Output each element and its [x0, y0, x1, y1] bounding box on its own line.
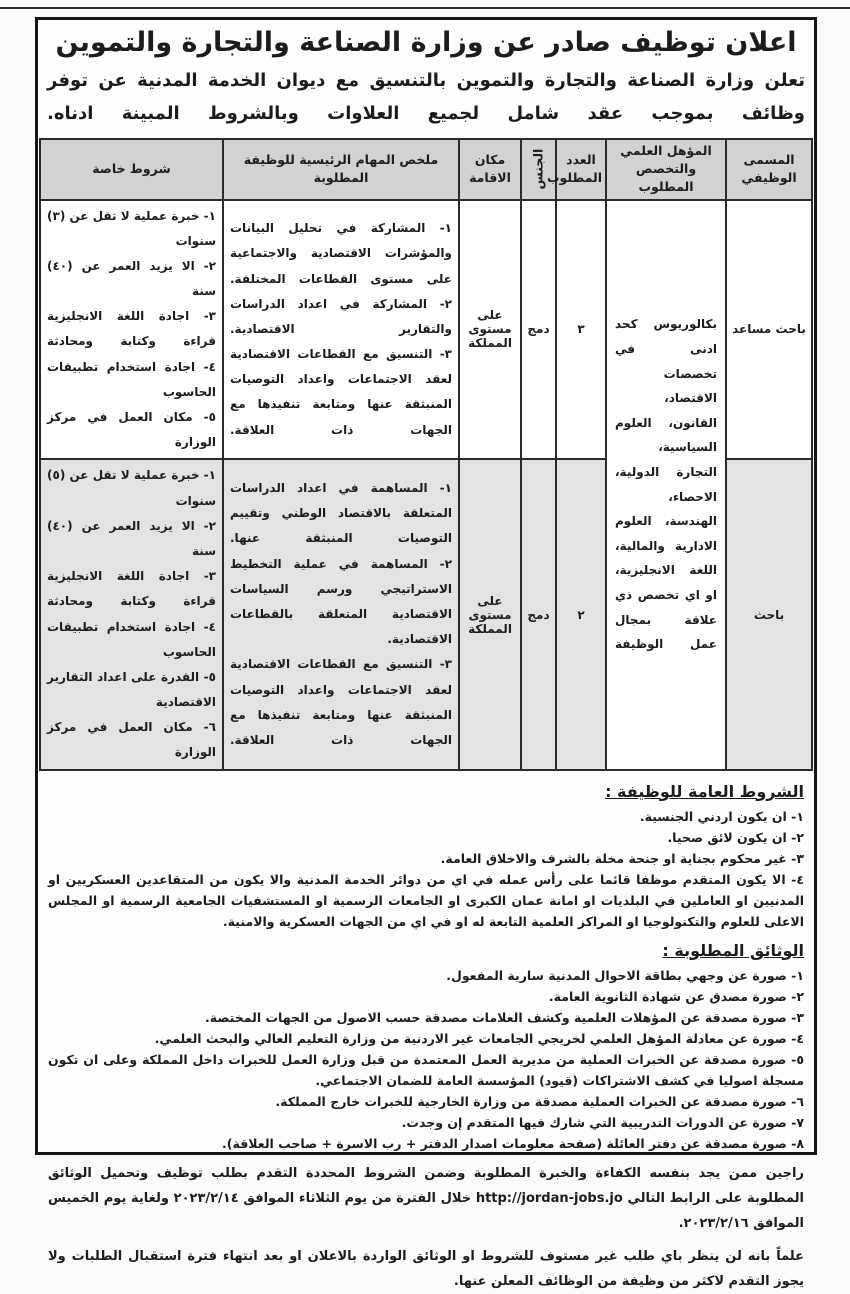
header-special-conditions: شروط خاصة	[40, 139, 223, 199]
condition-item: ٣- اجادة اللغة الانجليزية قراءة وكتابة ومحادثة	[47, 569, 216, 609]
apply-instructions: راجين ممن يجد بنفسه الكفاءة والخبرة المطلوبة وضمن الشروط المحددة التقدم بطلب توظيف وتحميل الوثائق المطلوبة على الرابط التالي http://jordan-jobs.jo خلال الفترة من يوم الثلاثاء الموافق ٢٠٢٣/٢/١٤ ولغاية يوم الخميس الموافق ٢٠٢٣/٢/١٦.	[48, 1165, 804, 1232]
general-condition-item: ١- ان يكون اردني الجنسية.	[639, 808, 804, 824]
header-gender-label: الجنس	[530, 148, 546, 190]
document-item: ٤- صورة عن معادلة المؤهل العلمي لخريجي الجامعات غير الاردنية من وزارة التعليم العالي والبحث العلمي.	[154, 1030, 804, 1046]
header-residence: مكان الاقامة	[459, 139, 521, 199]
document-item: ٨- صورة مصدقة عن دفتر العائلة (صفحة معلومات اصدار الدفتر + رب الاسرة + صاحب العلاقة).	[222, 1135, 804, 1151]
cell-gender: دمج	[521, 200, 556, 460]
condition-item: ٤- اجادة استخدام تطبيقات الحاسوب	[47, 359, 216, 399]
cell-residence: على مستوى المملكة	[459, 200, 521, 460]
condition-item: ٢- الا يزيد العمر عن (٤٠) سنة	[47, 518, 216, 558]
condition-item: ١- خبرة عملية لا تقل عن (٥) سنوات	[47, 468, 216, 508]
document-item: ٣- صورة مصدقة عن المؤهلات العلمية وكشف العلامات مصدقة حسب الاصول من الجهات المختصة.	[205, 1009, 804, 1025]
cell-tasks	[223, 200, 459, 460]
cell-qualification: بكالوريوس كحد ادنى في تخصصات الاقتصاد، القانون، العلوم السياسية، التجارة الدولية، الاحصاء، الهندسة، العلوم الادارية والمالية، اللغة الانجليزية، او اي تخصص ذي علاقة بمجال عمل الوظيفة	[606, 200, 726, 770]
condition-item: ٢- الا يزيد العمر عن (٤٠) سنة	[47, 258, 216, 299]
task-item: ٣- التنسيق مع القطاعات الاقتصادية لعقد الاجتماعات واعداد التوصيات المنبثقة عنها ومتابعة تنفيذها مع الجهات ذات العلاقة.	[230, 657, 452, 747]
cell-residence: على مستوى المملكة	[459, 459, 521, 769]
closing-note: علماً بانه لن ينظر باي طلب غير مستوف للشروط او الوثائق الواردة بالاعلان او بعد انتهاء فترة استقبال الطلبات ولا يجوز التقدم لاكثر من وظيفة من الوظائف المعلن عنها.	[48, 1248, 804, 1290]
header-job-title: المسمى الوظيفي	[726, 139, 812, 199]
document-item: ٦- صورة مصدقة عن الخبرات العملية مصدقة من وزارة الخارجية للخبرات خارج المملكة.	[275, 1093, 804, 1109]
task-item: ٢- المشاركة في اعداد الدراسات والتقارير الاقتصادية.	[230, 296, 452, 336]
announcement-border	[35, 17, 817, 1290]
condition-item: ٥- القدرة على اعداد التقارير الاقتصادية	[47, 669, 216, 710]
cell-special-conditions	[40, 459, 223, 769]
cell-job-title: باحث مساعد	[726, 200, 812, 460]
document-item: ٥- صورة مصدقة عن الخبرات العملية من مديرية العمل المعتمدة من قبل وزارة العمل للخبرات داخل المملكة وعلى ان تكون مسجلة اصوليا في كشف الاشتراكات (قيود) المؤسسة العامة للضمان الاجتماعي.	[48, 1051, 804, 1088]
general-condition-item: ٢- ان يكون لائق صحيا.	[667, 829, 804, 845]
announcement-title: اعلان توظيف صادر عن وزارة الصناعة والتجارة والتموين	[55, 27, 797, 58]
condition-item: ٣- اجادة اللغة الانجليزية قراءة وكتابة ومحادثة	[47, 309, 216, 349]
header-qualification: المؤهل العلمي والتخصص المطلوب	[606, 139, 726, 199]
general-condition-item: ٣- غير محكوم بجناية او جنحة مخلة بالشرف والاخلاق العامة.	[440, 850, 804, 866]
task-item: ٣- التنسيق مع القطاعات الاقتصادية لعقد الاجتماعات واعداد التوصيات المنبثقة عنها ومتابعة تنفيذها مع الجهات ذات العلاقة.	[230, 347, 452, 437]
cell-count: ٢	[556, 459, 606, 769]
intro-text: تعلن وزارة الصناعة والتجارة والتموين بالتنسيق مع ديوان الخدمة المدنية عن توفر وظائف بموجب عقد شامل لجميع العلاوات وبالشروط المبينة ادناه.	[47, 70, 805, 124]
newspaper-rule	[0, 7, 850, 9]
cell-tasks	[223, 459, 459, 769]
cell-special-conditions	[40, 200, 223, 460]
document-item: ٢- صورة مصدق عن شهادة الثانوية العامة.	[548, 988, 804, 1004]
cell-count: ٣	[556, 200, 606, 460]
condition-item: ١- خبرة عملية لا تقل عن (٣) سنوات	[47, 208, 216, 248]
task-item: ١- المشاركة في تحليل البيانات والمؤشرات الاقتصادية والاجتماعية على مستوى القطاعات المختلفة.	[230, 221, 452, 286]
cell-job-title: باحث	[726, 459, 812, 769]
cell-gender: دمج	[521, 459, 556, 769]
jobs-table	[39, 138, 813, 771]
condition-item: ٥- مكان العمل في مركز الوزارة	[47, 410, 216, 450]
document-item: ٧- صورة عن الدورات التدريبية التي شارك فيها المتقدم إن وجدت.	[401, 1114, 804, 1130]
condition-item: ٦- مكان العمل في مركز الوزارة	[47, 720, 216, 760]
announcement-body	[38, 771, 814, 1294]
general-conditions-heading: الشروط العامة للوظيفة :	[605, 781, 804, 801]
job-row-assistant-researcher	[40, 200, 812, 460]
documents-heading: الوثائق المطلوبة :	[662, 940, 804, 960]
task-item: ٢- المساهمة في عملية التخطيط الاستراتيجي ورسم السياسات الاقتصادية المتعلقة بالقطاعات الاقتصادية.	[230, 556, 452, 647]
table-header-row	[40, 139, 812, 199]
general-condition-item: ٤- الا يكون المتقدم موظفا قائما على رأس عمله في اي من دوائر الخدمة المدنية والا يكون من المتقاعدين العسكريين او المدنيين او العاملين في البلديات او امانة عمان الكبرى او الجامعات الرسمية او المستشفيات الجامعية الرسمية او المجلس الاعلى للعلوم والتكنولوجيا او المراكز العلمية التابعة له او في اي من الجهات العسكرية والامنية.	[48, 871, 804, 929]
header-tasks: ملخص المهام الرئيسية للوظيفة المطلوبة	[223, 139, 459, 199]
header-count: العدد المطلوب	[556, 139, 606, 199]
task-item: ١- المساهمة في اعداد الدراسات المتعلقة بالاقتصاد الوطني وتقييم التوصيات المنبثقة عنها.	[230, 481, 452, 546]
document-item: ١- صورة عن وجهي بطاقة الاحوال المدنية سارية المفعول.	[446, 967, 804, 983]
condition-item: ٤- اجادة استخدام تطبيقات الحاسوب	[47, 619, 216, 659]
